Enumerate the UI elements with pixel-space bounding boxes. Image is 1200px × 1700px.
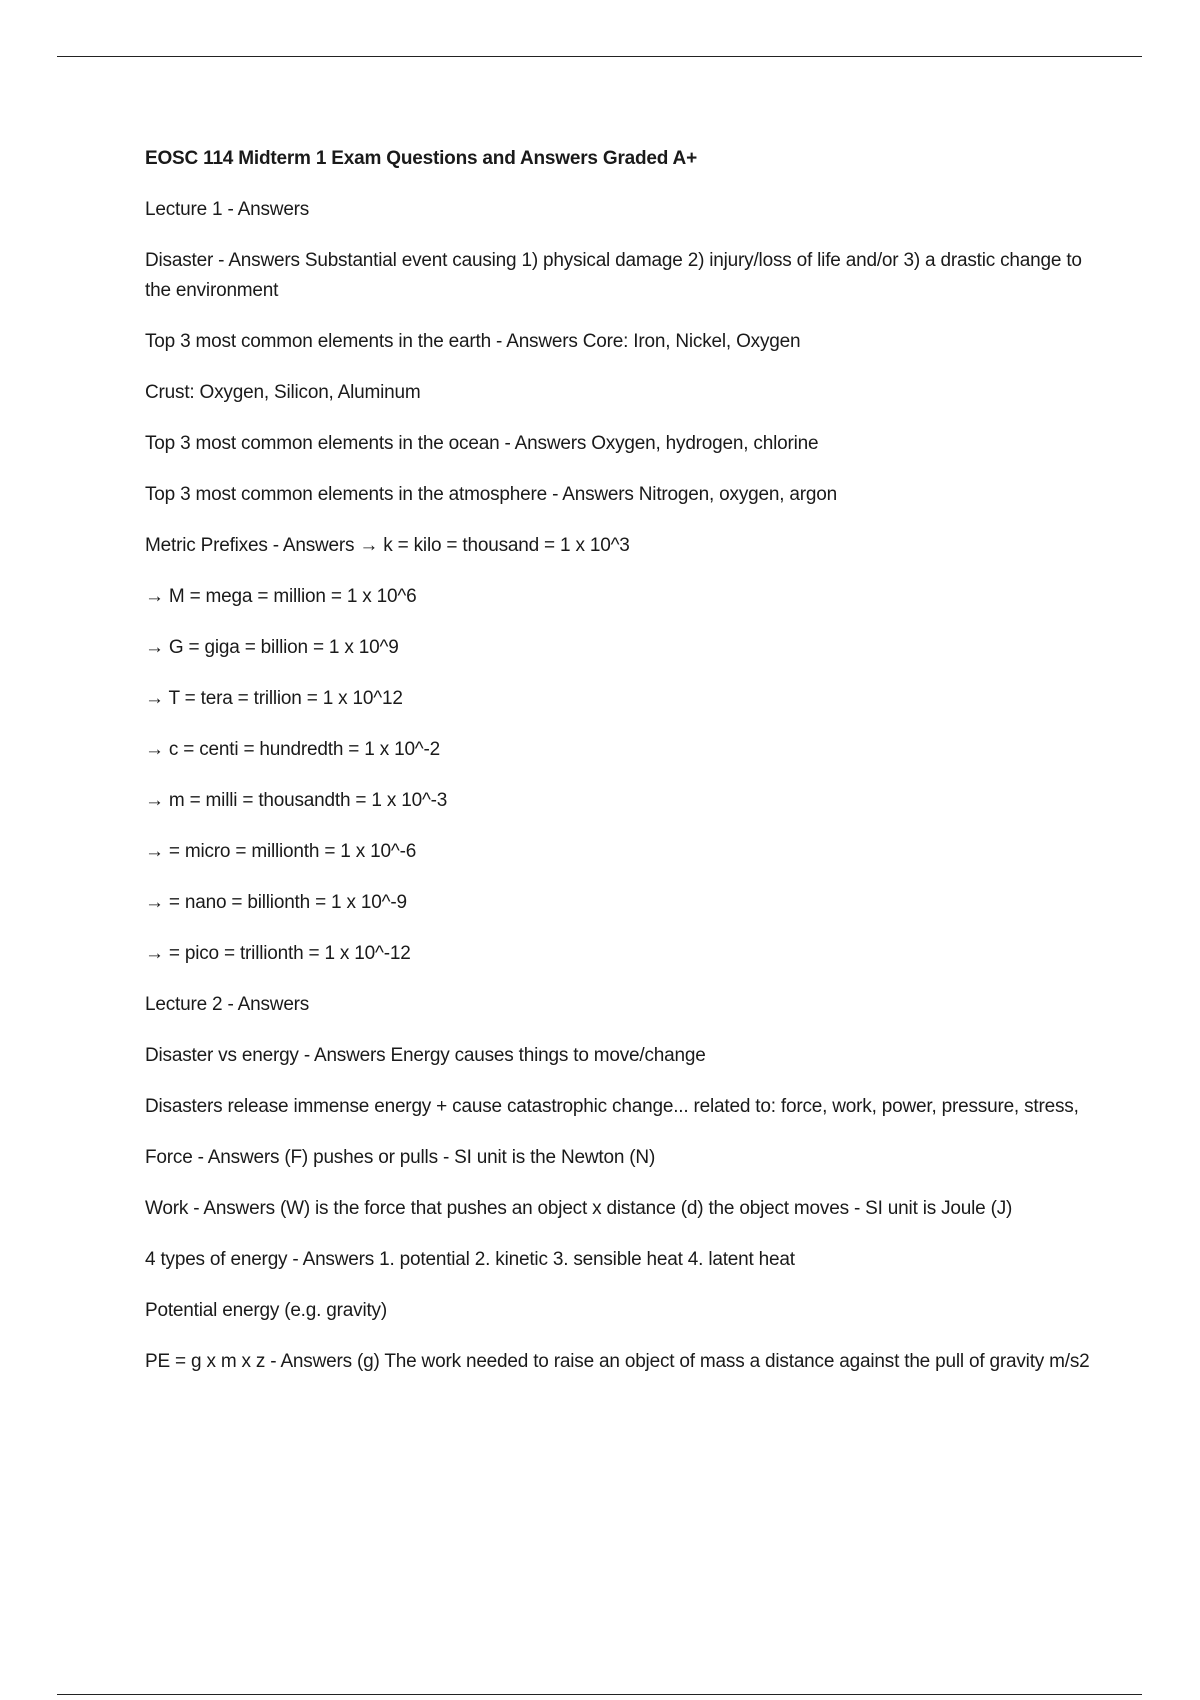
paragraph-prefix-pico: → = pico = trillionth = 1 x 10^-12 (145, 943, 411, 964)
paragraph-prefix-tera: → T = tera = trillion = 1 x 10^12 (145, 688, 403, 709)
paragraph-disaster-definition: Disaster - Answers Substantial event causing 1) physical damage 2) injury/loss of life and/or 3) a drastic change to the environment (145, 250, 1082, 301)
document-title: EOSC 114 Midterm 1 Exam Questions and Answers Graded A+ (145, 148, 697, 169)
paragraph-metric-prefixes: Metric Prefixes - Answers → k = kilo = thousand = 1 x 10^3 (145, 535, 630, 556)
document-body (145, 144, 1100, 1398)
paragraph-force: Force - Answers (F) pushes or pulls - SI unit is the Newton (N) (145, 1147, 656, 1168)
paragraph-work: Work - Answers (W) is the force that pushes an object x distance (d) the object moves - SI unit is Joule (J) (145, 1198, 1013, 1219)
paragraph-crust-elements: Crust: Oxygen, Silicon, Aluminum (145, 382, 421, 403)
paragraph-earth-elements: Top 3 most common elements in the earth - Answers Core: Iron, Nickel, Oxygen (145, 331, 801, 352)
paragraph-prefix-giga: → G = giga = billion = 1 x 10^9 (145, 637, 399, 658)
paragraph-prefix-centi: → c = centi = hundredth = 1 x 10^-2 (145, 739, 441, 760)
paragraph-lecture-1-heading: Lecture 1 - Answers (145, 199, 310, 220)
paragraph-prefix-micro: → = micro = millionth = 1 x 10^-6 (145, 841, 417, 862)
paragraph-ocean-elements: Top 3 most common elements in the ocean - Answers Oxygen, hydrogen, chlorine (145, 433, 819, 454)
paragraph-disasters-release-energy: Disasters release immense energy + cause catastrophic change... related to: force, work, power, pressure, stress, (145, 1096, 1079, 1117)
paragraph-lecture-2-heading: Lecture 2 - Answers (145, 994, 310, 1015)
paragraph-prefix-milli: → m = milli = thousandth = 1 x 10^-3 (145, 790, 448, 811)
paragraph-energy-types: 4 types of energy - Answers 1. potential 2. kinetic 3. sensible heat 4. latent heat (145, 1249, 795, 1270)
paragraph-disaster-vs-energy: Disaster vs energy - Answers Energy causes things to move/change (145, 1045, 706, 1066)
paragraph-prefix-mega: → M = mega = million = 1 x 10^6 (145, 586, 417, 607)
paragraph-potential-energy: Potential energy (e.g. gravity) (145, 1300, 387, 1321)
paragraph-atmosphere-elements: Top 3 most common elements in the atmosphere - Answers Nitrogen, oxygen, argon (145, 484, 837, 505)
paragraph-prefix-nano: → = nano = billionth = 1 x 10^-9 (145, 892, 407, 913)
footer-rule (57, 1694, 1142, 1695)
paragraph-pe-formula: PE = g x m x z - Answers (g) The work needed to raise an object of mass a distance against the pull of gravity m/s2 (145, 1351, 1090, 1372)
header-rule (57, 56, 1142, 57)
